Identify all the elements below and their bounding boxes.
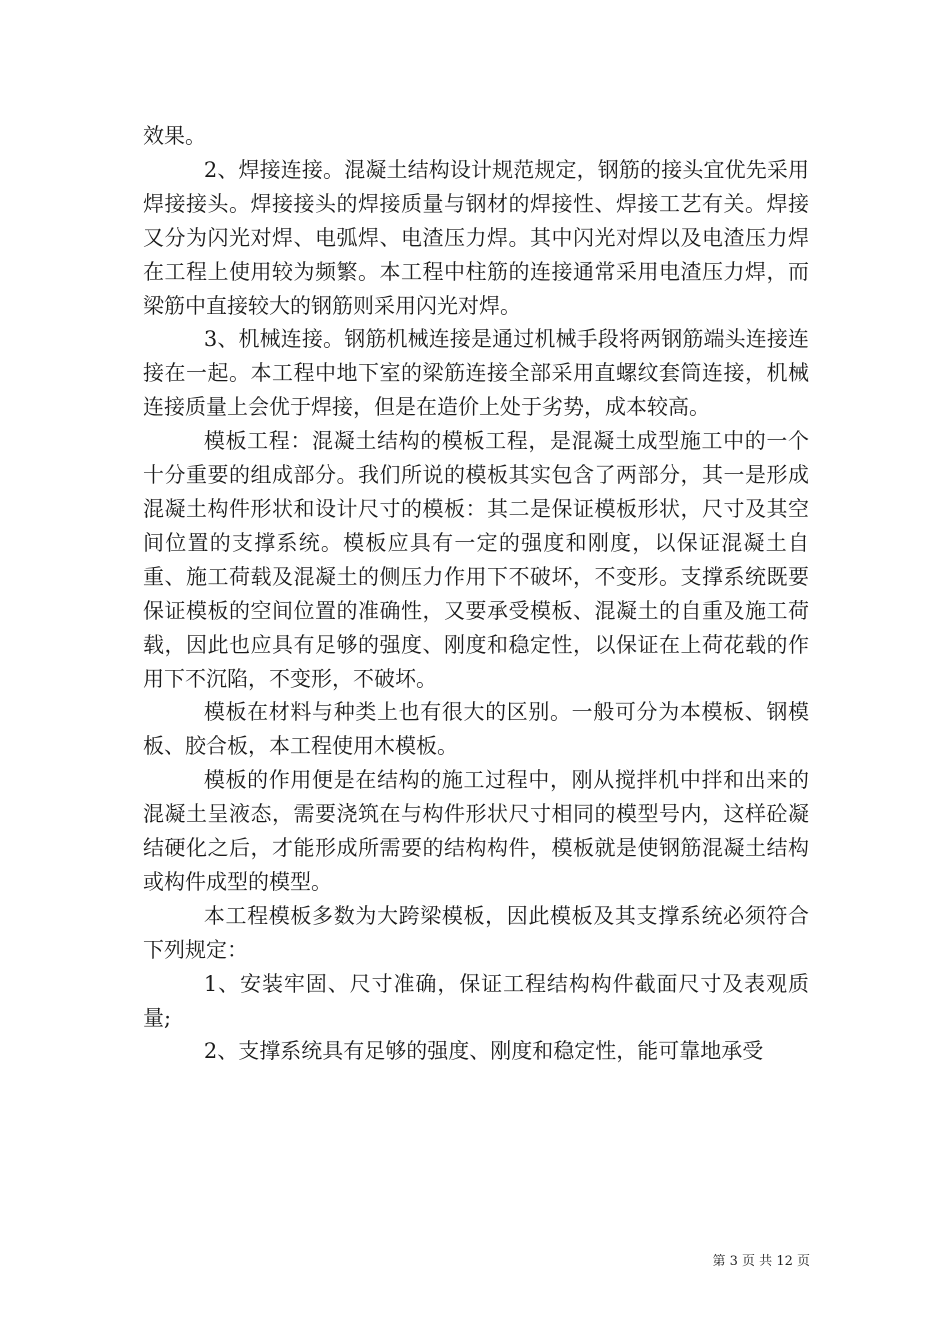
paragraph-formwork-function: 模板的作用便是在结构的施工过程中，刚从搅拌机中拌和出来的混凝土呈液态，需要浇筑在与构件形状尺寸相同的模型号内，这样砼凝结硬化之后，才能形成所需要的结构构件，模板就是使钢筋混凝土结构或构件成型的模型。 [143,768,809,894]
paragraph-continuation: 效果。 [143,124,206,148]
paragraph-requirement-2: 2、支撑系统具有足够的强度、刚度和稳定性，能可靠地承受 [203,1039,764,1064]
paragraph-requirement-1: 1、安装牢固、尺寸准确，保证工程结构构件截面尺寸及表观质量; [143,971,809,1030]
paragraph-formwork-engineering: 模板工程：混凝土结构的模板工程，是混凝土成型施工中的一个十分重要的组成部分。我们所说的模板其实包含了两部分，其一是形成混凝土构件形状和设计尺寸的模板：其二是保证模板形状，尺寸及其空间位置的支撑系统。模板应具有一定的强度和刚度，以保证混凝土自重、施工荷载及混凝土的侧压力作用下不破坏，不变形。支撑系统既要保证模板的空间位置的准确性，又要承受模板、混凝土的自重及施工荷载，因此也应具有足够的强度、刚度和稳定性，以保证在上荷花载的作用下不沉陷，不变形，不破坏。 [143,429,809,691]
paragraph-welding-connection: 2、焊接连接。混凝土结构设计规范规定，钢筋的接头宜优先采用焊接接头。焊接接头的焊接质量与钢材的焊接性、焊接工艺有关。焊接又分为闪光对焊、电弧焊、电渣压力焊。其中闪光对焊以及电渣压力焊在工程上使用较为频繁。本工程中柱筋的连接通常采用电渣压力焊，而梁筋中直接较大的钢筋则采用闪光对焊。 [143,157,809,318]
paragraph-formwork-materials: 模板在材料与种类上也有很大的区别。一般可分为本模板、钢模板、胶合板，本工程使用木模板。 [143,700,809,759]
paragraph-formwork-requirements: 本工程模板多数为大跨梁模板，因此模板及其支撑系统必须符合下列规定： [143,903,809,962]
paragraph-mechanical-connection: 3、机械连接。钢筋机械连接是通过机械手段将两钢筋端头连接连接在一起。本工程中地下室的梁筋连接全部采用直螺纹套筒连接，机械连接质量上会优于焊接，但是在造价上处于劣势，成本较高。 [143,327,809,420]
document-body [143,120,809,1069]
page-number-footer: 第 3 页 共 12 页 [712,1254,810,1269]
